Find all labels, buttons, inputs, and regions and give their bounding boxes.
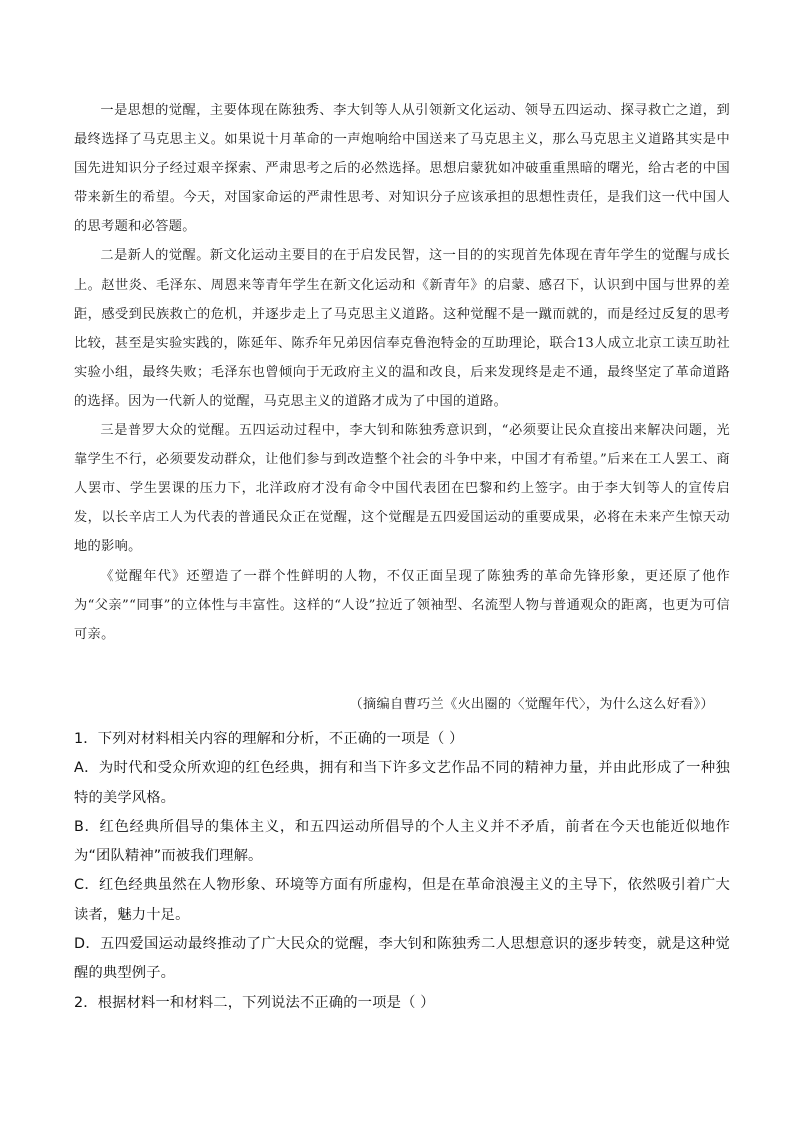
passage-source-citation: （摘编自曹巧兰《火出圈的〈觉醒年代〉，为什么这么好看》）: [349, 697, 714, 712]
passage-paragraph-2: 二是新人的觉醒。新文化运动主要目的在于启发民智，这一目的的实现首先体现在青年学生的觉醒与成长上。赵世炎、毛泽东、周恩来等青年学生在新文化运动和《新青年》的启蒙、感召下，认识到中国与世界的差距，感受到民族救亡的危机，并逐步走上了马克思主义道路。这种觉醒不是一蹴而就的，而是经过反复的思考比较，甚至是实验实践的，陈延年、陈乔年兄弟因信奉克鲁泡特金的互助理论，联合13人成立北京工读互助社实验小组，最终失败；毛泽东也曾倾向于无政府主义的温和改良，后来发现终是走不通，最终坚定了革命道路的选择。因为一代新人的觉醒，马克思主义的道路才成为了中国的道路。: [74, 248, 730, 409]
question-1-stem: 1．下列对材料相关内容的理解和分析，不正确的一项是（ ）: [74, 731, 464, 747]
question-section: [74, 725, 730, 1018]
passage-paragraph-4: 《觉醒年代》还塑造了一群个性鲜明的人物，不仅正面呈现了陈独秀的革命先锋形象，更还原了他作为“父亲”“同事”的立体性与丰富性。这样的“人设”拉近了领袖型、名流型人物与普通观众的距离，也更为可信可亲。: [74, 568, 730, 642]
passage-paragraph-1: 一是思想的觉醒，主要体现在陈独秀、李大钊等人从引领新文化运动、领导五四运动、探寻救亡之道，到最终选择了马克思主义。如果说十月革命的一声炮响给中国送来了马克思主义，那么马克思主义道路其实是中国先进知识分子经过艰辛探索、严肃思考之后的必然选择。思想启蒙犹如冲破重重黑暗的曙光，给古老的中国带来新生的希望。今天，对国家命运的严肃性思考、对知识分子应该承担的思想性责任，是我们这一代中国人的思考题和必答题。: [74, 103, 730, 235]
question-1-option-d: D．五四爱国运动最终推动了广大民众的觉醒，李大钊和陈独秀二人思想意识的逐步转变，就是这种觉醒的典型例子。: [74, 936, 730, 982]
question-1-option-b: B．红色经典所倡导的集体主义，和五四运动所倡导的个人主义并不矛盾，前者在今天也能近似地作为“团队精神”而被我们理解。: [74, 818, 730, 865]
question-1-option-c: C．红色经典虽然在人物形象、环境等方面有所虚构，但是在革命浪漫主义的主导下，依然吸引着广大读者，魅力十足。: [74, 877, 730, 923]
passage-paragraph-3: 三是普罗大众的觉醒。五四运动过程中，李大钊和陈独秀意识到，“必须要让民众直接出来解决问题，光靠学生不行，必须要发动群众，让他们参与到改造整个社会的斗争中来，中国才有希望。”后来在工人罢工、商人罢市、学生罢课的压力下，北洋政府才没有命令中国代表团在巴黎和约上签字。由于李大钊等人的宣传启发，以长辛店工人为代表的普通民众正在觉醒，这个觉醒是五四爱国运动的重要成果，必将在未来产生惊天动地的影响。: [74, 423, 730, 555]
question-1-option-a: A．为时代和受众所欢迎的红色经典，拥有和当下许多文艺作品不同的精神力量，并由此形成了一种独特的美学风格。: [74, 760, 730, 806]
question-2-stem: 2．根据材料一和材料二，下列说法不正确的一项是（ ）: [74, 994, 435, 1011]
reading-passage: [74, 96, 730, 649]
